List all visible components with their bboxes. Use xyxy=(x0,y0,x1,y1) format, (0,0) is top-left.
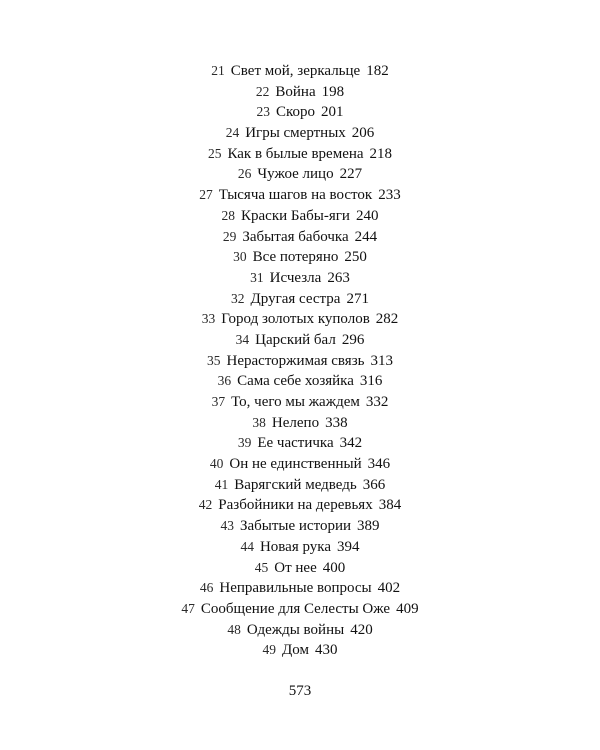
chapter-title: Одежды войны xyxy=(246,621,345,638)
toc-entry xyxy=(0,123,600,144)
toc-entry xyxy=(0,61,600,82)
chapter-title: Разбойники на деревьях xyxy=(218,497,373,514)
chapter-title: Все потеряно xyxy=(252,249,339,266)
chapter-number: 27 xyxy=(199,187,213,203)
toc-entry xyxy=(0,227,600,248)
toc-entry xyxy=(0,371,600,392)
chapter-number: 44 xyxy=(240,538,254,554)
chapter-title: Город золотых куполов xyxy=(221,311,370,328)
chapter-title: Тысяча шагов на восток xyxy=(218,187,373,204)
chapter-title: Царский бал xyxy=(255,331,336,348)
table-of-contents xyxy=(0,61,600,661)
toc-entry xyxy=(0,82,600,103)
chapter-page: 271 xyxy=(346,290,369,307)
chapter-page: 394 xyxy=(337,538,360,555)
chapter-number: 26 xyxy=(237,166,252,182)
chapter-page: 240 xyxy=(355,207,379,224)
chapter-number: 45 xyxy=(254,559,269,575)
chapter-page: 201 xyxy=(321,104,344,121)
chapter-page: 332 xyxy=(365,394,389,410)
toc-entry xyxy=(0,144,600,165)
chapter-page: 282 xyxy=(375,311,399,328)
chapter-number: 36 xyxy=(217,373,232,389)
toc-entry xyxy=(0,268,600,289)
chapter-page: 420 xyxy=(350,621,373,638)
chapter-number: 37 xyxy=(211,394,226,409)
toc-entry xyxy=(0,102,600,123)
chapter-page: 342 xyxy=(339,435,363,452)
toc-entry xyxy=(0,206,600,227)
chapter-title: Он не единственный xyxy=(229,456,362,473)
chapter-page: 430 xyxy=(314,642,338,659)
chapter-number: 31 xyxy=(250,269,264,285)
toc-entry xyxy=(0,330,600,351)
chapter-page: 227 xyxy=(339,166,363,183)
chapter-number: 29 xyxy=(222,228,237,244)
chapter-number: 22 xyxy=(255,83,270,99)
chapter-title: Нелепо xyxy=(271,414,320,431)
chapter-title: Нерасторжимая связь xyxy=(226,352,365,369)
chapter-page: 206 xyxy=(351,125,375,142)
chapter-title: Ее частичка xyxy=(257,435,334,452)
chapter-page: 409 xyxy=(396,600,419,617)
chapter-title: Новая рука xyxy=(259,538,332,555)
chapter-number: 38 xyxy=(252,414,266,430)
toc-entry xyxy=(0,309,600,330)
chapter-number: 33 xyxy=(201,311,216,327)
chapter-number: 46 xyxy=(199,580,214,596)
chapter-number: 24 xyxy=(225,125,240,141)
toc-entry xyxy=(0,620,600,641)
chapter-number: 40 xyxy=(209,456,224,472)
chapter-title: Забытая бабочка xyxy=(242,228,349,245)
toc-entry xyxy=(0,392,600,413)
chapter-page: 384 xyxy=(378,497,402,514)
chapter-title: Дом xyxy=(282,642,309,659)
chapter-page: 263 xyxy=(327,269,350,286)
chapter-page: 402 xyxy=(377,580,401,597)
toc-entry xyxy=(0,516,600,537)
chapter-page: 218 xyxy=(369,145,393,162)
chapter-page: 389 xyxy=(357,518,380,535)
chapter-number: 48 xyxy=(227,621,241,637)
toc-entry xyxy=(0,454,600,475)
chapter-page: 313 xyxy=(370,352,393,369)
chapter-page: 338 xyxy=(325,414,348,431)
chapter-page: 400 xyxy=(322,559,346,576)
chapter-number: 47 xyxy=(181,600,195,616)
toc-entry xyxy=(0,289,600,310)
chapter-title: Краски Бабы-яги xyxy=(241,207,350,224)
chapter-number: 21 xyxy=(211,63,225,78)
toc-entry xyxy=(0,558,600,579)
chapter-number: 43 xyxy=(220,518,234,534)
chapter-number: 32 xyxy=(231,290,245,306)
toc-entry xyxy=(0,475,600,496)
chapter-title: Скоро xyxy=(275,104,316,121)
toc-entry xyxy=(0,164,600,185)
chapter-title: Свет мой, зеркальце xyxy=(230,63,361,79)
page-number: 573 xyxy=(288,683,312,699)
chapter-page: 233 xyxy=(378,187,401,204)
chapter-page: 250 xyxy=(344,249,367,266)
toc-entry xyxy=(0,247,600,268)
chapter-title: Другая сестра xyxy=(250,290,341,307)
chapter-title: Война xyxy=(275,83,316,100)
chapter-number: 23 xyxy=(256,104,270,120)
chapter-page: 346 xyxy=(367,456,391,473)
chapter-title: Варягский медведь xyxy=(234,476,357,493)
toc-entry xyxy=(0,640,600,661)
chapter-number: 28 xyxy=(221,207,236,223)
chapter-title: Как в былые времена xyxy=(227,145,364,162)
chapter-title: Исчезла xyxy=(269,269,322,286)
chapter-number: 39 xyxy=(237,435,252,451)
toc-entry xyxy=(0,351,600,372)
chapter-number: 34 xyxy=(235,331,250,347)
chapter-page: 198 xyxy=(321,83,345,100)
toc-entry xyxy=(0,495,600,516)
chapter-title: Неправильные вопросы xyxy=(219,580,372,597)
chapter-number: 35 xyxy=(207,352,221,368)
toc-entry xyxy=(0,413,600,434)
chapter-number: 41 xyxy=(214,476,229,492)
chapter-page: 316 xyxy=(359,373,383,390)
toc-entry xyxy=(0,185,600,206)
chapter-number: 49 xyxy=(262,642,277,658)
chapter-page: 182 xyxy=(366,63,389,79)
chapter-title: Чужое лицо xyxy=(257,166,334,183)
chapter-title: Забытые истории xyxy=(239,518,352,535)
chapter-page: 366 xyxy=(362,476,386,493)
chapter-number: 42 xyxy=(198,497,213,513)
chapter-title: То, чего мы жаждем xyxy=(231,394,360,410)
chapter-number: 30 xyxy=(233,249,247,265)
chapter-title: Игры смертных xyxy=(245,125,346,142)
toc-entry xyxy=(0,599,600,620)
toc-entry xyxy=(0,578,600,599)
chapter-title: Сама себе хозяйка xyxy=(237,373,354,390)
chapter-number: 25 xyxy=(207,145,222,161)
toc-entry xyxy=(0,433,600,454)
chapter-page: 296 xyxy=(341,331,365,348)
chapter-title: Сообщение для Селесты Оже xyxy=(200,600,391,617)
chapter-title: От нее xyxy=(274,559,317,576)
chapter-page: 244 xyxy=(354,228,378,245)
toc-entry xyxy=(0,537,600,558)
